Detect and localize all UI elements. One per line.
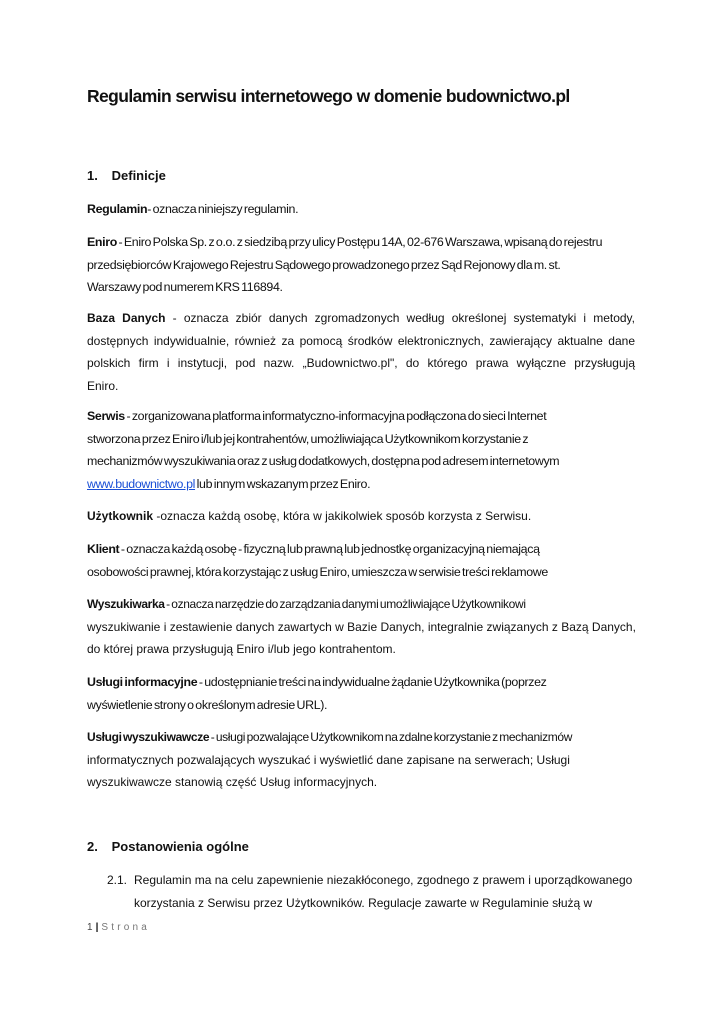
page-number: 1 (87, 922, 93, 933)
definition-text: -oznacza każdą osobę, która w jakikolwiek sposób korzysta z Serwisu. (153, 509, 532, 523)
section-title: Postanowienia ogólne (111, 839, 249, 854)
definition-text: - udostępnianie treści na indywidualne żądanie Użytkownika (poprzez (197, 675, 547, 689)
definition-text: wyszukiwawcze stanowią część Usług informacyjnych. (87, 775, 378, 789)
definition-uslugi-wyszukiwawcze (87, 726, 635, 794)
definition-serwis (87, 405, 635, 495)
definition-wyszukiwarka (87, 593, 635, 661)
section-2-item-1 (107, 869, 635, 914)
item-text: korzystania z Serwisu przez Użytkowników. Regulacje zawarte w Regulaminie służą w (134, 895, 593, 910)
definition-text: Eniro. (87, 378, 119, 393)
item-text: Regulamin ma na celu zapewnienie niezakłóconego, zgodnego z prawem i uporządkowanego (134, 873, 633, 887)
definition-eniro (87, 231, 635, 299)
item-number: 2.1. (107, 873, 128, 887)
document-title: Regulamin serwisu internetowego w domenie budownictwo.pl (87, 86, 570, 106)
section-title: Definicje (111, 168, 166, 183)
definition-text: osobowości prawnej, która korzystając z usług Eniro, umieszcza w serwisie treści reklamowe (87, 564, 548, 579)
definition-term: Baza Danych (87, 311, 166, 325)
definition-text: przedsiębiorców Krajowego Rejestru Sądowego prowadzonego przez Sąd Rejonowy dla m. st. (87, 257, 561, 272)
definition-text: - zorganizowana platforma informatyczno-informacyjna podłączona do sieci Internet (124, 409, 547, 423)
section-2-heading (87, 839, 249, 854)
definition-baza-danych (87, 307, 635, 397)
definition-text: - Eniro Polska Sp. z o.o. z siedzibą przy ulicy Postępu 14A, 02-676 Warszawa, wpisaną do rejestru (116, 235, 603, 249)
definition-text: - oznacza niniejszy regulamin. (147, 202, 299, 216)
definition-uslugi-informacyjne (87, 671, 635, 716)
definition-text: polskich firm i instytucji, pod nazw. „Budownictwo.pl", do którego prawa wyłączne przysługują (87, 356, 635, 370)
definition-text: wyświetlenie strony o określonym adresie URL). (87, 697, 328, 712)
definition-text: lub innym wskazanym przez Eniro. (195, 476, 371, 491)
footer-label: Strona (101, 922, 151, 933)
definition-term: Klient (87, 542, 120, 556)
definition-text: Warszawy pod numerem KRS 116894. (87, 280, 283, 294)
definition-term: Użytkownik (87, 509, 154, 523)
definition-text: do której prawa przysługują Eniro i/lub jego kontrahentom. (87, 642, 396, 656)
budownictwo-link[interactable]: www.budownictwo.pl (87, 476, 196, 491)
definition-text: wyszukiwanie i zestawienie danych zawartych w Bazie Danych, integralnie związanych z Bazą Danych, (87, 619, 636, 634)
definition-term: Regulamin (87, 202, 148, 216)
definition-regulamin (87, 198, 635, 221)
footer-separator: | (95, 922, 99, 933)
definition-term: Usługi wyszukiwawcze (87, 730, 210, 744)
section-number: 1. (87, 168, 98, 183)
definition-text: - oznacza narzędzie do zarządzania danymi umożliwiające Użytkownikowi (164, 597, 526, 611)
definition-klient (87, 538, 635, 583)
section-1-heading (87, 168, 166, 183)
definition-text: - oznacza zbiór danych zgromadzonych według określonej systematyki i metody, (165, 311, 635, 325)
definition-text: mechanizmów wyszukiwania oraz z usług dodatkowych, dostępna pod adresem internetowym (87, 454, 560, 468)
definition-term: Eniro (87, 235, 117, 249)
definition-text: stworzona przez Eniro i/lub jej kontrahentów, umożliwiająca Użytkownikom korzystanie z (87, 431, 529, 446)
definition-uzytkownik (87, 505, 635, 528)
definition-term: Wyszukiwarka (87, 597, 165, 611)
definition-term: Serwis (87, 409, 125, 423)
definition-text: - oznacza każdą osobę - fizyczną lub prawną lub jednostkę organizacyjną niemającą (119, 542, 540, 556)
definition-text: informatycznych pozwalających wyszukać i wyświetlić dane zapisane na serwerach; Usługi (87, 752, 570, 767)
definition-term: Usługi informacyjne (87, 675, 198, 689)
section-number: 2. (87, 839, 98, 854)
definition-text: - usługi pozwalające Użytkownikom na zdalne korzystanie z mechanizmów (209, 730, 573, 744)
definition-text: dostępnych indywidualnie, również za pomocą środków elektronicznych, zawierający aktualne dane (87, 333, 635, 348)
page-footer (87, 922, 150, 933)
